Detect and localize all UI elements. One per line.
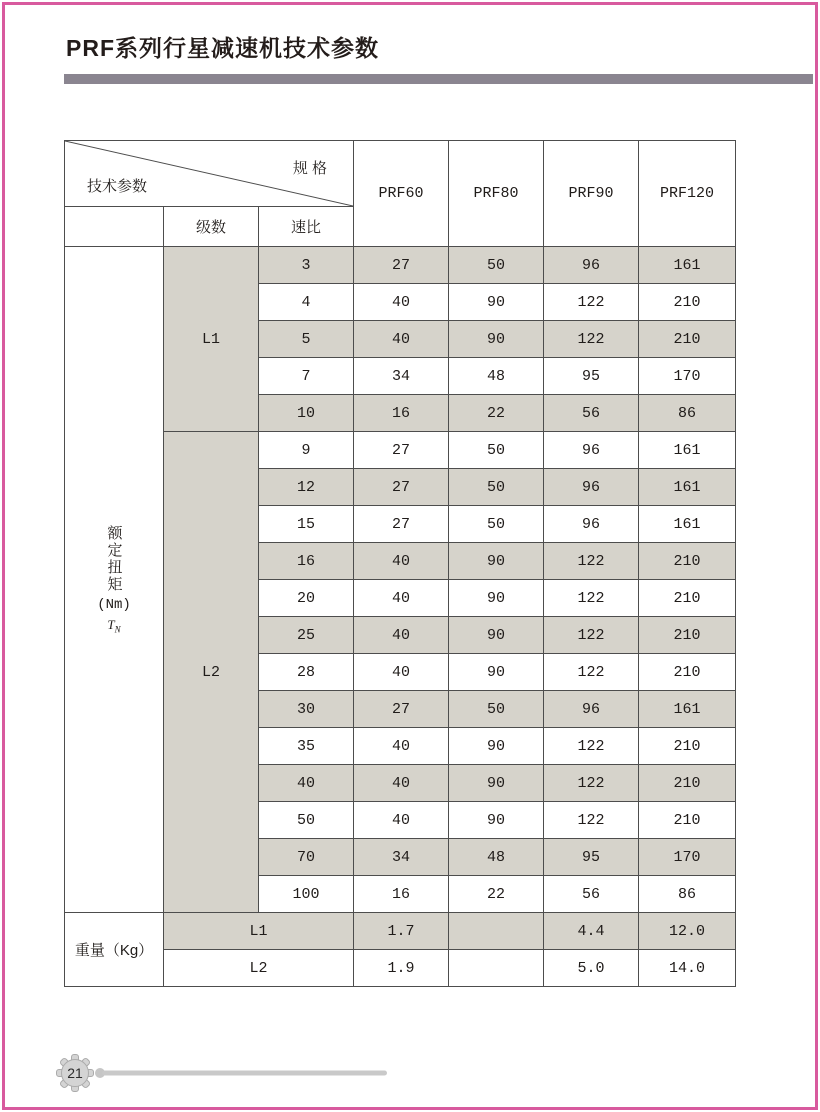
weight-stage-cell: L2 xyxy=(164,950,354,987)
value-cell: 122 xyxy=(544,617,639,654)
value-cell: 12.0 xyxy=(639,913,736,950)
value-cell: 122 xyxy=(544,543,639,580)
value-cell: 122 xyxy=(544,802,639,839)
page-title: PRF系列行星减速机技术参数 xyxy=(66,35,379,61)
value-cell: 90 xyxy=(449,580,544,617)
weight-row-header: 重量（Kg） xyxy=(65,913,164,987)
value-cell: 34 xyxy=(354,358,449,395)
stage-header-cell: 级数 xyxy=(164,207,259,247)
value-cell: 90 xyxy=(449,284,544,321)
value-cell: 161 xyxy=(639,506,736,543)
value-cell: 161 xyxy=(639,691,736,728)
stage-l2-cell: L2 xyxy=(164,432,259,913)
value-cell: 122 xyxy=(544,765,639,802)
torque-symbol: $T_N$ xyxy=(107,616,121,635)
value-cell: 170 xyxy=(639,358,736,395)
torque-label: 额定扭矩 xyxy=(105,524,123,593)
weight-row-l2 xyxy=(65,950,736,987)
value-cell: 14.0 xyxy=(639,950,736,987)
spec-table xyxy=(64,140,736,987)
value-cell: 210 xyxy=(639,543,736,580)
value-cell: 27 xyxy=(354,432,449,469)
value-cell: 50 xyxy=(449,691,544,728)
ratio-cell: 9 xyxy=(259,432,354,469)
value-cell: 34 xyxy=(354,839,449,876)
value-cell: 50 xyxy=(449,506,544,543)
value-cell: 210 xyxy=(639,728,736,765)
value-cell: 161 xyxy=(639,432,736,469)
page-number: 21 xyxy=(67,1065,83,1081)
ratio-header-cell: 速比 xyxy=(259,207,354,247)
value-cell xyxy=(449,913,544,950)
value-cell: 210 xyxy=(639,321,736,358)
value-cell: 27 xyxy=(354,506,449,543)
stage-l1-cell: L1 xyxy=(164,247,259,432)
value-cell: 95 xyxy=(544,839,639,876)
value-cell: 50 xyxy=(449,469,544,506)
value-cell: 96 xyxy=(544,469,639,506)
value-cell: 210 xyxy=(639,765,736,802)
ratio-cell: 50 xyxy=(259,802,354,839)
value-cell: 122 xyxy=(544,284,639,321)
value-cell: 48 xyxy=(449,358,544,395)
column-header-prf60: PRF60 xyxy=(354,141,449,247)
value-cell: 50 xyxy=(449,247,544,284)
value-cell: 90 xyxy=(449,617,544,654)
value-cell: 96 xyxy=(544,691,639,728)
value-cell: 27 xyxy=(354,469,449,506)
header-row-models xyxy=(65,141,736,207)
value-cell: 40 xyxy=(354,617,449,654)
column-header-prf80: PRF80 xyxy=(449,141,544,247)
value-cell: 96 xyxy=(544,506,639,543)
value-cell: 22 xyxy=(449,395,544,432)
ratio-cell: 12 xyxy=(259,469,354,506)
value-cell: 40 xyxy=(354,321,449,358)
ratio-cell: 16 xyxy=(259,543,354,580)
ratio-cell: 30 xyxy=(259,691,354,728)
value-cell: 40 xyxy=(354,284,449,321)
value-cell: 48 xyxy=(449,839,544,876)
torque-row-header xyxy=(65,247,164,913)
value-cell: 210 xyxy=(639,802,736,839)
footer-line xyxy=(102,1071,387,1076)
ratio-cell: 25 xyxy=(259,617,354,654)
table-row xyxy=(65,247,736,284)
ratio-cell: 5 xyxy=(259,321,354,358)
value-cell: 122 xyxy=(544,654,639,691)
value-cell: 56 xyxy=(544,876,639,913)
value-cell: 40 xyxy=(354,654,449,691)
value-cell: 40 xyxy=(354,580,449,617)
value-cell: 90 xyxy=(449,802,544,839)
value-cell: 5.0 xyxy=(544,950,639,987)
blank-header-cell xyxy=(65,207,164,247)
value-cell: 22 xyxy=(449,876,544,913)
value-cell: 4.4 xyxy=(544,913,639,950)
ratio-cell: 15 xyxy=(259,506,354,543)
value-cell: 95 xyxy=(544,358,639,395)
value-cell: 90 xyxy=(449,543,544,580)
value-cell: 96 xyxy=(544,247,639,284)
value-cell: 40 xyxy=(354,728,449,765)
diagonal-corner-cell xyxy=(65,141,354,207)
value-cell: 86 xyxy=(639,395,736,432)
corner-label-spec: 规 格 xyxy=(292,160,328,177)
value-cell: 210 xyxy=(639,580,736,617)
value-cell: 122 xyxy=(544,321,639,358)
title-underline-bar xyxy=(64,74,813,84)
ratio-cell: 28 xyxy=(259,654,354,691)
value-cell xyxy=(449,950,544,987)
weight-row-l1 xyxy=(65,913,736,950)
value-cell: 27 xyxy=(354,691,449,728)
value-cell: 86 xyxy=(639,876,736,913)
corner-label-tech-params: 技术参数 xyxy=(87,178,148,195)
value-cell: 122 xyxy=(544,728,639,765)
ratio-cell: 20 xyxy=(259,580,354,617)
value-cell: 210 xyxy=(639,617,736,654)
value-cell: 27 xyxy=(354,247,449,284)
value-cell: 50 xyxy=(449,432,544,469)
value-cell: 96 xyxy=(544,432,639,469)
value-cell: 161 xyxy=(639,247,736,284)
ratio-cell: 35 xyxy=(259,728,354,765)
ratio-cell: 4 xyxy=(259,284,354,321)
value-cell: 16 xyxy=(354,876,449,913)
footer-decoration xyxy=(55,1053,395,1093)
value-cell: 90 xyxy=(449,765,544,802)
value-cell: 210 xyxy=(639,654,736,691)
value-cell: 40 xyxy=(354,765,449,802)
value-cell: 56 xyxy=(544,395,639,432)
value-cell: 90 xyxy=(449,654,544,691)
value-cell: 90 xyxy=(449,728,544,765)
gear-icon xyxy=(57,1055,94,1092)
column-header-prf120: PRF120 xyxy=(639,141,736,247)
value-cell: 1.9 xyxy=(354,950,449,987)
weight-stage-cell: L1 xyxy=(164,913,354,950)
ratio-cell: 40 xyxy=(259,765,354,802)
ratio-cell: 7 xyxy=(259,358,354,395)
value-cell: 122 xyxy=(544,580,639,617)
value-cell: 40 xyxy=(354,802,449,839)
ratio-cell: 100 xyxy=(259,876,354,913)
ratio-cell: 3 xyxy=(259,247,354,284)
value-cell: 170 xyxy=(639,839,736,876)
ratio-cell: 10 xyxy=(259,395,354,432)
ratio-cell: 70 xyxy=(259,839,354,876)
value-cell: 40 xyxy=(354,543,449,580)
table-row xyxy=(65,432,736,469)
value-cell: 161 xyxy=(639,469,736,506)
value-cell: 210 xyxy=(639,284,736,321)
value-cell: 1.7 xyxy=(354,913,449,950)
value-cell: 90 xyxy=(449,321,544,358)
column-header-prf90: PRF90 xyxy=(544,141,639,247)
value-cell: 16 xyxy=(354,395,449,432)
torque-unit: (Nm) xyxy=(97,596,131,613)
